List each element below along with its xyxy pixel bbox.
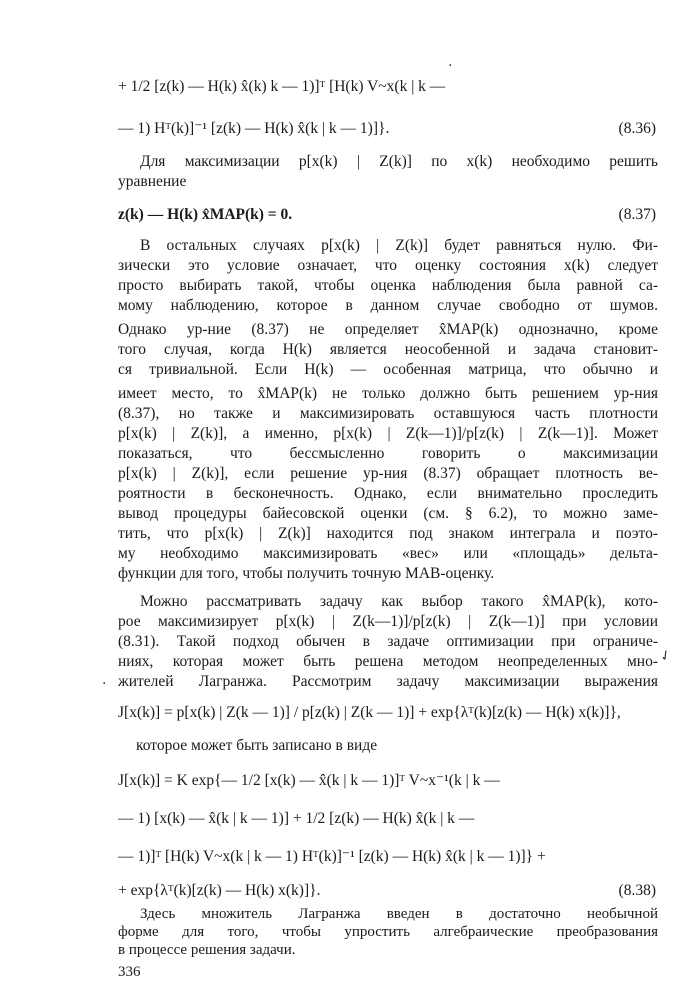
scan-pen-mark: ✓ [656, 646, 675, 666]
text-line: роятности в бесконечность. Однако, если внимательно проследить [118, 485, 658, 502]
text-line: рое максимизирует p[x(k) | Z(k—1)]/p[z(k) | Z(k—1)] при условии [118, 613, 658, 630]
text-line: Однако ур-ние (8.37) не определяет x̂MAP(k) однозначно, кроме [118, 321, 658, 338]
text-line: функции для того, чтобы получить точную МАВ-оценку. [118, 565, 495, 582]
eq-8-37-number: (8.37) [618, 206, 656, 223]
scan-dot-mark: · [448, 58, 453, 74]
text-line: му необходимо максимизировать «вес» или «площадь» дельта- [118, 545, 658, 562]
eq-J-definition: J[x(k)] = p[x(k) | Z(k — 1)] / p[z(k) | Z(k — 1)] + exp{λᵀ(k)[z(k) — H(k) x(k)]}, [118, 704, 621, 721]
text-line: (8.31). Такой подход обычен в задаче оптимизации при ограниче- [118, 633, 658, 650]
eq-8-38-line-1: J[x(k)] = K exp{— 1/2 [x(k) — x̂(k | k — 1)]ᵀ V~x⁻¹(k | k — [118, 772, 500, 789]
page-number: 336 [118, 964, 141, 980]
text-line: мому наблюдению, которое в данном случае свободно от шумов. [118, 297, 658, 314]
text-line: просто выбирать такой, чтобы оценка наблюдения была равной са- [118, 277, 658, 294]
text-line: уравнение [118, 173, 187, 190]
text-line: Можно рассматривать задачу как выбор такого x̂MAP(k), кото- [140, 593, 658, 610]
eq-8-38-line-4: + exp{λᵀ(k)[z(k) — H(k) x(k)]}. [118, 882, 321, 899]
eq-8-36-number: (8.36) [618, 120, 656, 137]
eq-8-38-line-2: — 1) [x(k) — x̂(k | k — 1)] + 1/2 [z(k) — H(k) x̂(k | k — [118, 810, 475, 827]
text-line: тить, что p[x(k) | Z(k)] находится под знаком интеграла и поэто- [118, 525, 658, 542]
text-line: того случая, когда H(k) является неособенной и задача становит- [118, 341, 658, 358]
text-line: форме для того, чтобы упростить алгебраические преобразования [118, 924, 658, 940]
eq-8-36-line-1: + 1/2 [z(k) — H(k) x̂(k) k — 1)]ᵀ [H(k) V~x(k | k — [118, 78, 446, 95]
text-line: показаться, что бессмысленно говорить о максимизации [118, 445, 658, 462]
text-line: зически это условие означает, что оценку состояния x(k) следует [118, 257, 658, 274]
text-line: p[x(k) | Z(k)], если решение ур-ния (8.37) обращает плотность ве- [118, 465, 658, 482]
text-line: В остальных случаях p[x(k) | Z(k)] будет равняться нулю. Фи- [140, 237, 658, 254]
text-line: (8.37), но также и максимизировать оставшуюся часть плотности [118, 405, 658, 422]
text-line: ниях, которая может быть решена методом неопределенных мно- [118, 653, 658, 670]
text-line: в процессе решения задачи. [118, 942, 296, 958]
text-line: которое может быть записано в виде [136, 737, 378, 754]
eq-8-38-number: (8.38) [618, 882, 656, 899]
text-line: жителей Лагранжа. Рассмотрим задачу максимизации выражения [118, 673, 658, 690]
text-line: p[x(k) | Z(k)], а именно, p[x(k) | Z(k—1)]/p[z(k) | Z(k—1)]. Может [118, 425, 658, 442]
text-line: имеет место, то x̂MAP(k) не только должно быть решением ур-ния [118, 385, 658, 402]
text-line: Для максимизации p[x(k) | Z(k)] по x(k) необходимо решить [140, 153, 658, 170]
text-line: ся тривиальной. Если H(k) — особенная матрица, что обычно и [118, 361, 658, 378]
scan-dot-mark: · [102, 676, 107, 692]
text-line: Здесь множитель Лагранжа введен в достаточно необычной [140, 906, 658, 922]
text-line: вывод процедуры байесовской оценки (см. § 6.2), то можно заме- [118, 505, 658, 522]
eq-8-36-line-2: — 1) Hᵀ(k)]⁻¹ [z(k) — H(k) x̂(k | k — 1)]}. [118, 120, 390, 137]
eq-8-38-line-3: — 1)]ᵀ [H(k) V~x(k | k — 1) Hᵀ(k)]⁻¹ [z(k) — H(k) x̂(k | k — 1)]} + [118, 848, 546, 865]
eq-8-37: z(k) — H(k) x̂MAP(k) = 0. [118, 206, 293, 223]
